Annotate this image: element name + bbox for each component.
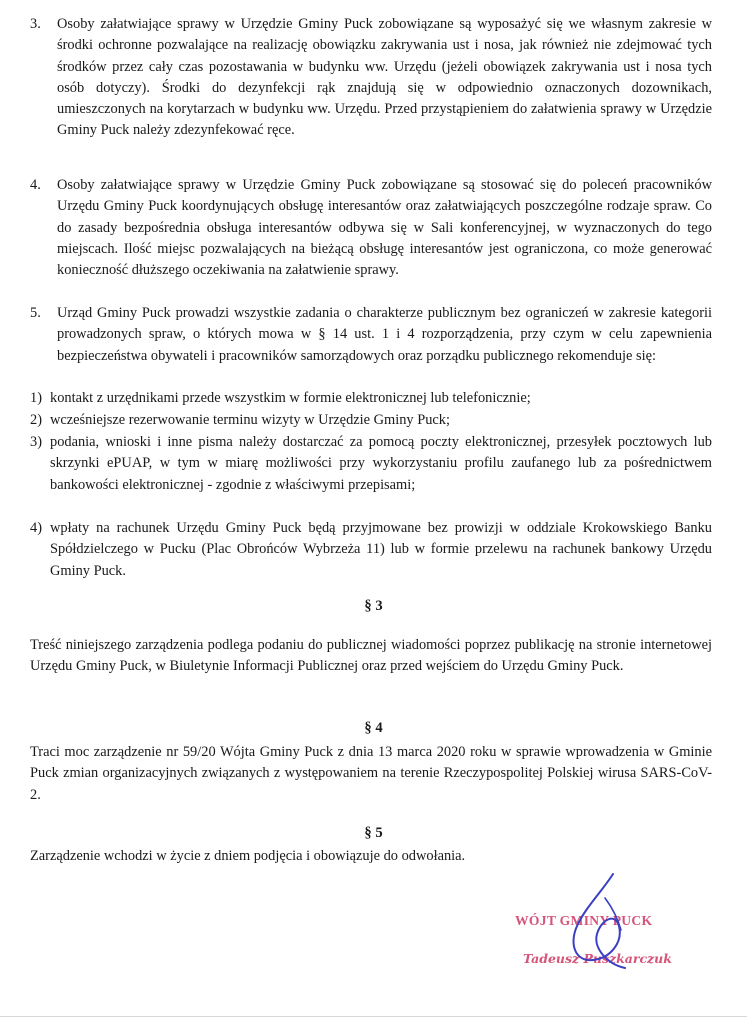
item-number: 4. [30,177,41,193]
sub-item-text: wpłaty na rachunek Urzędu Gminy Puck będą przyjmowane bez prowizji w oddziale Krokowskiego Banku Spółdzielczego w Pucku (Plac Obrońców Wybrzeża 11) lub w formie przelewu na rachunek bankowy Urzędu Gminy Puck. [50,520,712,579]
list-item-5 [30,303,712,367]
sub-item-text: wcześniejsze rezerwowanie terminu wizyty w Urzędzie Gminy Puck; [50,412,450,428]
item-number: 5. [30,305,41,321]
sub-item-text: podania, wnioski i inne pisma należy dostarczać za pomocą poczty elektronicznej, przesyłek pocztowych lub skrzynki ePUAP, w tym w miarę możliwości przy wykorzystaniu profilu zaufanego lub za pośrednictwem bankowości elektronicznej - zgodnie z właściwymi przepisami; [50,434,712,493]
section-5-text: Zarządzenie wchodzi w życie z dniem podjęcia i obowiązuje do odwołania. [30,848,466,864]
sub-item-number: 1) [30,390,42,406]
sub-item-4 [30,518,712,582]
section-4-heading: § 4 [364,720,383,736]
item-text: Osoby załatwiające sprawy w Urzędzie Gminy Puck zobowiązane są wyposażyć się we własnym zakresie w środki ochronne pozwalające na realizację obowiązku zakrywania ust i nosa, jak również nie zdejmować tych środków przez cały czas pozostawania w budynku ww. Urzędu (jeżeli obowiązek zakrywania ust i nosa tych osób dotyczy). Środki do dezynfekcji rąk znajdują się w odpowiednio oznaczonych dozownikach, umieszczonych na korytarzach w budynku ww. Urzędu. Przed przystąpieniem do załatwienia sprawy w Urzędzie Gminy Puck należy zdezynfekować ręce. [57,16,712,139]
item-text: Osoby załatwiające sprawy w Urzędzie Gminy Puck zobowiązane są stosować się do poleceń pracowników Urzędu Gminy Puck koordynujących obsługę interesantów oraz załatwiających poszczególne rodzaje spraw. Co do zasady bezpośrednia obsługa interesantów odbywa się w Sali konferencyjnej, w wyznaczonych do tego miejscach. Ilość miejsc pozwalających na bieżącą obsługę interesantów jest ograniczona, co może generować konieczność dłuższego oczekiwania na załatwienie sprawy. [57,177,712,279]
page-bottom-edge [0,1016,747,1017]
item-text: Urząd Gminy Puck prowadzi wszystkie zadania o charakterze publicznym bez ograniczeń w zakresie kategorii prowadzonych spraw, o których mowa w § 14 ust. 1 i 4 rozporządzenia, przy czym w celu zapewnienia bezpieczeństwa obywateli i pracowników samorządowych oraz porządku publicznego rekomenduje się: [57,305,712,364]
list-item-4 [30,175,712,281]
stamp-title: WÓJT GMINY PUCK [515,913,653,928]
sub-item-2 [30,410,712,431]
section-3-text: Treść niniejszego zarządzenia podlega podaniu do publicznej wiadomości poprzez publikację na stronie internetowej Urzędu Gminy Puck, w Biuletynie Informacji Publicznej oraz przed wejściem do Urzędu Gminy Puck. [30,637,712,675]
sub-item-3 [30,432,712,496]
stamp-name: Tadeusz Puszkarczuk [523,951,672,966]
section-4-text: Traci moc zarządzenie nr 59/20 Wójta Gminy Puck z dnia 13 marca 2020 roku w sprawie wprowadzenia w Gminie Puck zmian organizacyjnych związanych z występowaniem na terenie Rzeczypospolitej Polskiej wirusa SARS-CoV-2. [30,744,712,803]
sub-item-1 [30,388,712,409]
sub-item-number: 2) [30,412,42,428]
section-3-heading: § 3 [364,598,383,614]
item-number: 3. [30,16,41,32]
sub-item-number: 3) [30,434,42,450]
sub-item-text: kontakt z urzędnikami przede wszystkim w formie elektronicznej lub telefonicznie; [50,390,531,406]
list-item-3 [30,14,712,142]
sub-item-number: 4) [30,520,42,536]
section-5-heading: § 5 [364,825,383,841]
handwritten-signature [545,868,655,978]
